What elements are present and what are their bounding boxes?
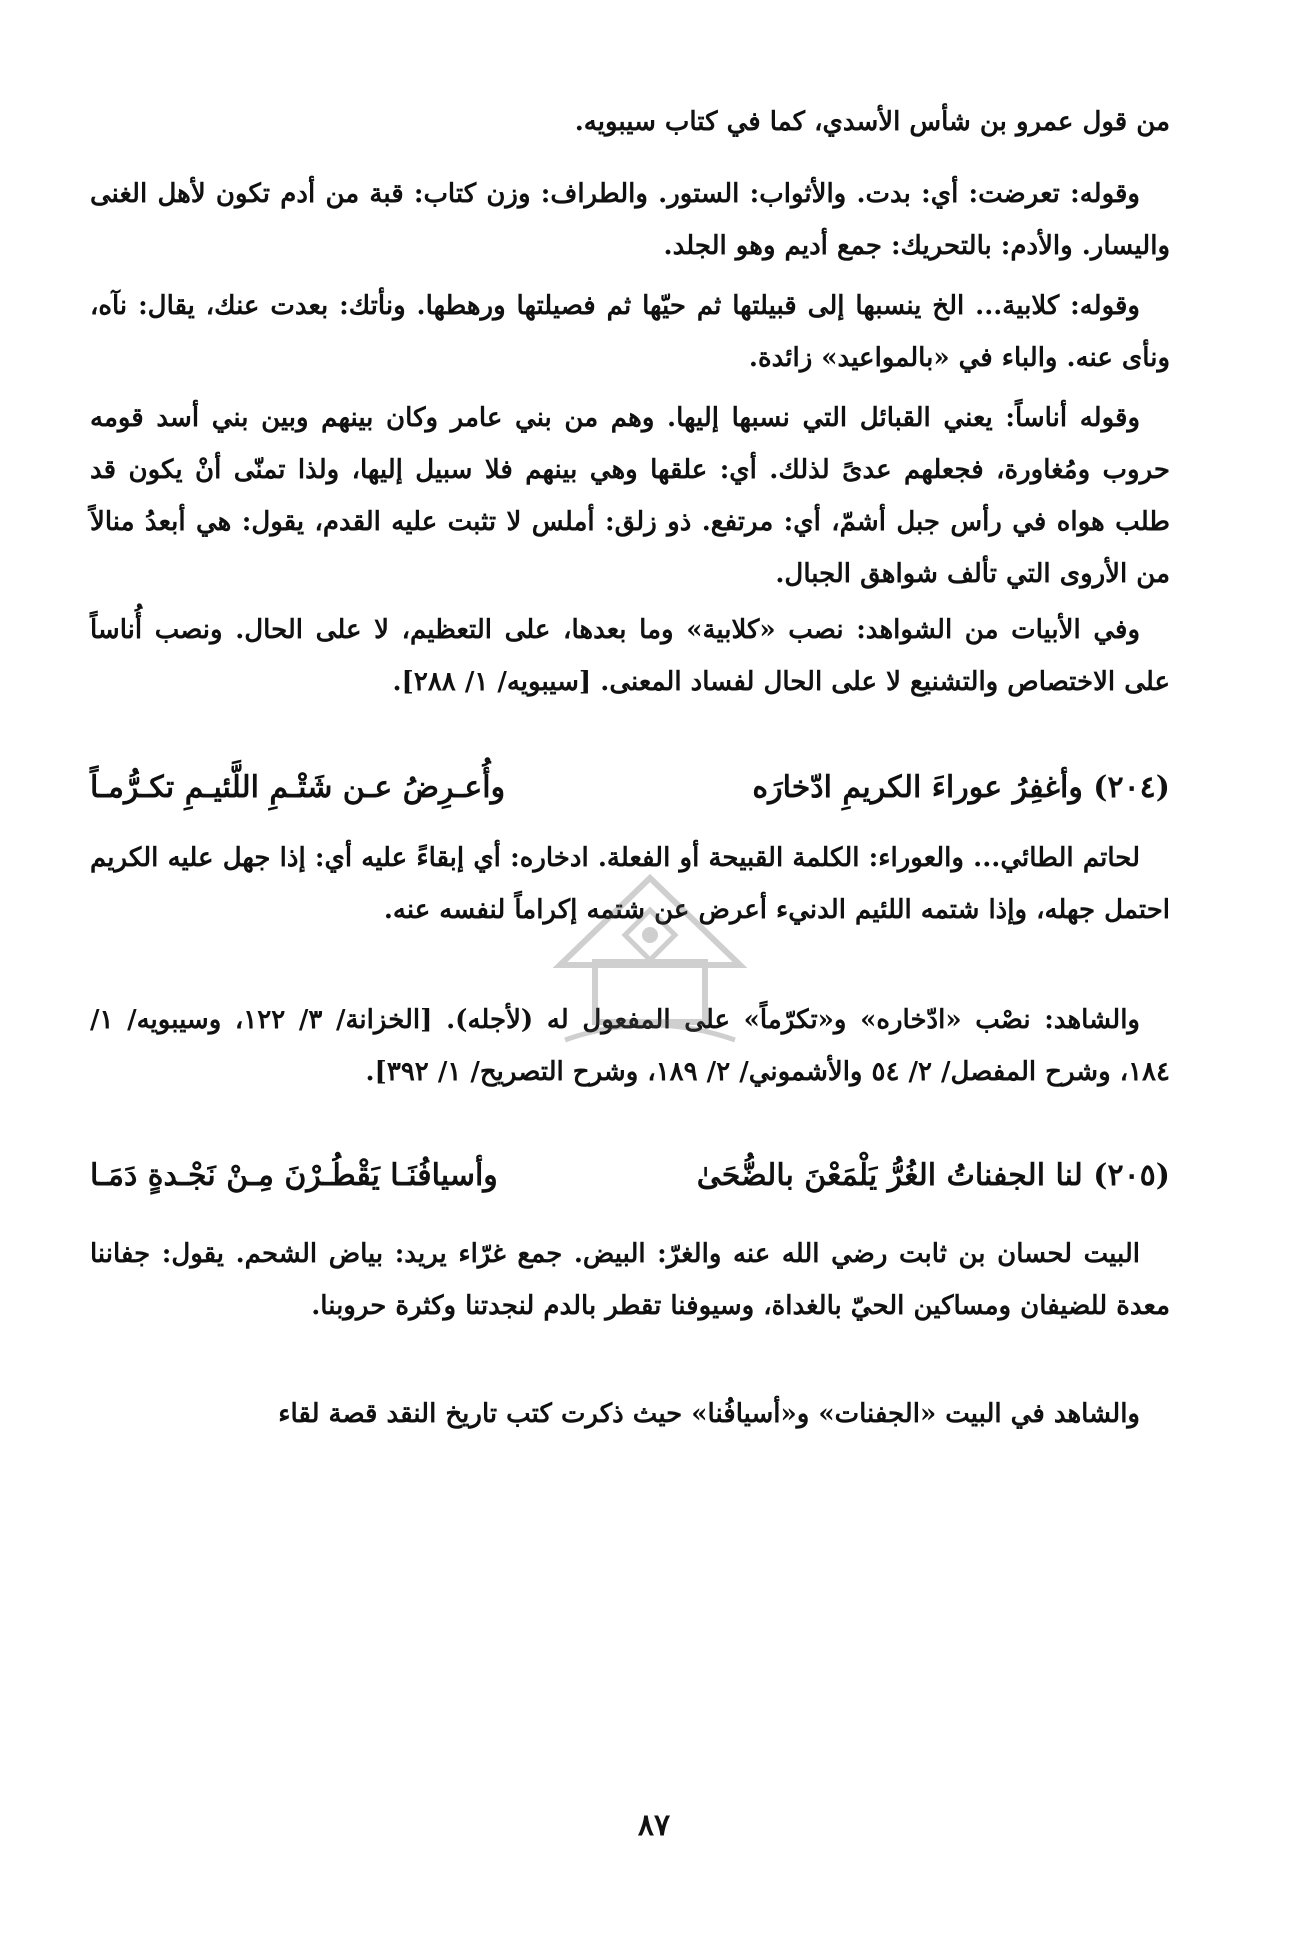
verse-204-second-hemistich: وأُعـرِضُ عـن شَتْـمِ اللَّئيـمِ تكـرُّمـاً [90, 770, 506, 805]
text-block-top [90, 96, 1170, 148]
paragraph-8: البيت لحسان بن ثابت رضي الله عنه والغرّ: البيض. جمع غرّاء يريد: بياض الشحم. يقول: جفاننا معدة للضيفان ومساكين الحيّ بالغداة، وسيوفنا تقطر بالدم لنجدتنا وكثرة حروبنا. [90, 1239, 1170, 1321]
text-block-2 [90, 168, 1170, 272]
text-block-3 [90, 280, 1170, 384]
paragraph-6: لحاتم الطائي... والعوراء: الكلمة القبيحة أو الفعلة. ادخاره: أي إبقاءً عليه أي: إذا جهل عليه الكريم احتمل جهله، وإذا شتمه اللئيم الدنيء أعرض عن شتمه إكراماً لنفسه عنه. [90, 843, 1170, 925]
verse-205-second-hemistich: وأسيافُنَـا يَقْطُـرْنَ مِـنْ نَجْـدةٍ دَمَـا [90, 1158, 498, 1193]
paragraph-5: وفي الأبيات من الشواهد: نصب «كلابية» وما بعدها، على التعظيم، لا على الحال. ونصب أُناساً على الاختصاص والتشنيع لا على الحال لفساد المعنى. [سيبويه/ ١/ ٢٨٨]. [90, 615, 1170, 697]
paragraph-2: وقوله: تعرضت: أي: بدت. والأثواب: الستور. والطراف: وزن كتاب: قبة من أدم تكون لأهل الغنى واليسار. والأدم: بالتحريك: جمع أديم وهو الجلد. [90, 179, 1170, 261]
verse-205-first-hemistich: (٢٠٥) لنا الجفناتُ الغُرُّ يَلْمَعْنَ بالضُّحَىٰ [696, 1158, 1170, 1193]
text-block-9 [90, 1388, 1170, 1440]
text-block-8 [90, 1228, 1170, 1332]
text-block-5 [90, 604, 1170, 708]
paragraph-1: من قول عمرو بن شأس الأسدي، كما في كتاب سيبويه. [574, 107, 1170, 137]
paragraph-3: وقوله: كلابية... الخ ينسبها إلى قبيلتها ثم حيّها ثم فصيلتها ورهطها. ونأتك: بعدت عنك، يقال: نآه، ونأى عنه. والباء في «بالمواعيد» زائدة. [90, 291, 1170, 373]
verse-205 [90, 1150, 1170, 1202]
paragraph-9: والشاهد في البيت «الجفنات» و«أسيافُنا» حيث ذكرت كتب تاريخ النقد قصة لقاء [278, 1399, 1140, 1429]
verse-204 [90, 762, 1170, 814]
text-block-4 [90, 392, 1170, 600]
verse-204-first-hemistich: (٢٠٤) وأغفِرُ عوراءَ الكريمِ ادّخارَه [752, 770, 1170, 805]
library-watermark-icon [545, 870, 755, 1060]
paragraph-7: والشاهد: نصْب «ادّخاره» و«تكرّماً» على المفعول له (لأجله). [الخزانة/ ٣/ ١٢٢، وسيبويه/ ١/ ١٨٤، وشرح المفصل/ ٢/ ٥٤ والأشموني/ ٢/ ١٨٩، وشرح التصريح/ ١/ ٣٩٢]. [90, 1005, 1170, 1087]
page-number: ٨٧ [637, 1808, 671, 1843]
paragraph-4: وقوله أناساً: يعني القبائل التي نسبها إليها. وهم من بني عامر وكان بينهم وبين بني أسد قومه حروب ومُغاورة، فجعلهم عدىً لذلك. أي: علقها وهي بينهم فلا سبيل إليها، ولذا تمنّى أنْ يكون قد طلب هواه في رأس جبل أشمّ، أي: مرتفع. ذو زلق: أملس لا تثبت عليه القدم، يقول: هي أبعدُ منالاً من الأروى التي تألف شواهق الجبال. [90, 403, 1170, 589]
